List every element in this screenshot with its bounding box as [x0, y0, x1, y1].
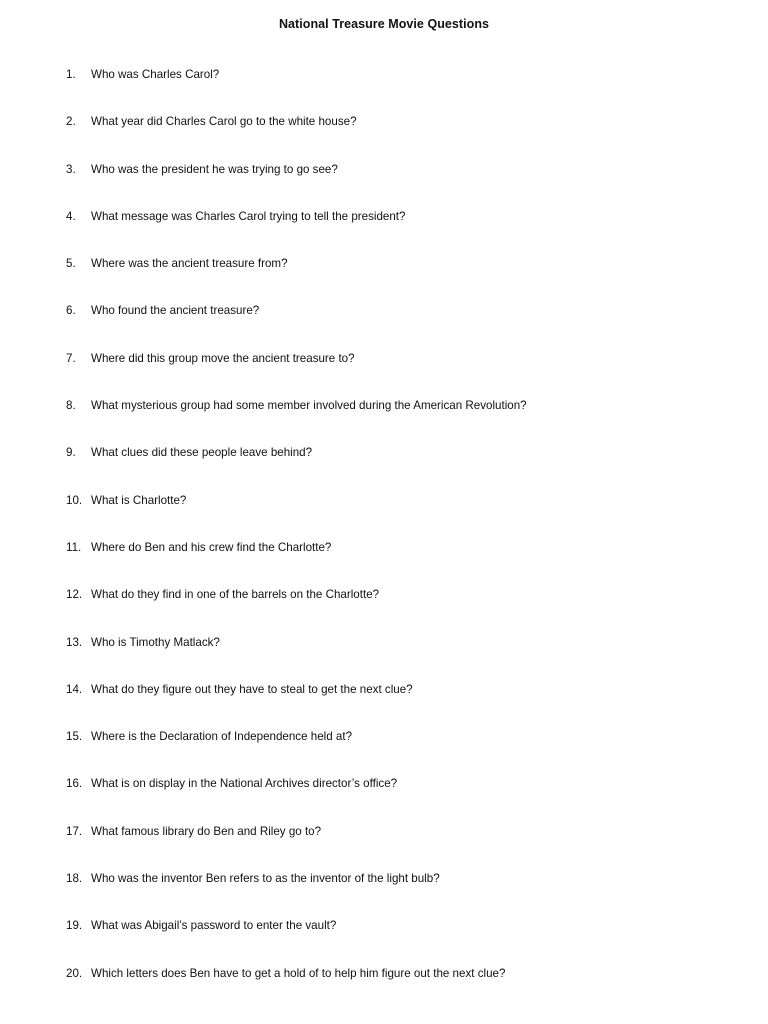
question-item [0, 729, 768, 776]
question-number: 15. [66, 730, 83, 744]
question-item [0, 635, 768, 682]
question-number: 1. [66, 68, 76, 81]
question-number: 19. [66, 919, 83, 933]
question-item [0, 209, 768, 256]
question-list [0, 67, 768, 1013]
question-item [0, 824, 768, 871]
question-item [0, 67, 768, 114]
question-text: Who is Timothy Matlack? [91, 635, 220, 649]
question-item [0, 966, 768, 1013]
question-item [0, 540, 768, 587]
question-text: What was Abigail’s password to enter the vault? [91, 919, 337, 933]
question-text: What is Charlotte? [91, 493, 187, 507]
question-item [0, 256, 768, 303]
question-item [0, 682, 768, 729]
question-item [0, 871, 768, 918]
question-item [0, 351, 768, 398]
question-text: What year did Charles Carol go to the white house? [91, 115, 357, 129]
question-text: Where was the ancient treasure from? [91, 257, 288, 271]
question-text: What message was Charles Carol trying to tell the president? [91, 209, 406, 223]
question-text: Who was the president he was trying to go see? [91, 162, 338, 176]
question-item [0, 918, 768, 965]
question-number: 11. [66, 540, 82, 554]
question-item [0, 493, 768, 540]
question-number: 18. [66, 872, 83, 886]
question-number: 20. [66, 966, 83, 980]
document-title: National Treasure Movie Questions [278, 17, 490, 31]
question-number: 5. [66, 257, 76, 271]
question-number: 10. [66, 493, 83, 507]
question-number: 3. [66, 162, 76, 176]
question-text: What mysterious group had some member involved during the American Revolution? [91, 399, 527, 413]
question-number: 2. [66, 115, 76, 129]
question-number: 17. [66, 824, 83, 838]
question-number: 8. [66, 399, 76, 413]
question-text: Who was the inventor Ben refers to as the inventor of the light bulb? [91, 872, 440, 886]
question-text: Who was Charles Carol? [91, 68, 220, 81]
question-text: Who found the ancient treasure? [91, 304, 260, 318]
question-text: What is on display in the National Archives director’s office? [91, 777, 398, 791]
question-number: 9. [66, 446, 76, 460]
question-item [0, 587, 768, 634]
question-text: What do they find in one of the barrels on the Charlotte? [91, 588, 380, 602]
question-text: Which letters does Ben have to get a hold of to help him figure out the next clue? [91, 966, 506, 980]
question-number: 7. [66, 351, 76, 365]
question-number: 13. [66, 635, 83, 649]
question-item [0, 776, 768, 823]
question-item [0, 398, 768, 445]
question-number: 12. [66, 588, 83, 602]
question-text: Where do Ben and his crew find the Charlotte? [91, 540, 332, 554]
question-text: Where is the Declaration of Independence held at? [91, 730, 353, 744]
question-item [0, 162, 768, 209]
question-item [0, 303, 768, 350]
question-number: 4. [66, 209, 76, 223]
question-text: What famous library do Ben and Riley go to? [91, 824, 322, 838]
question-text: What clues did these people leave behind? [91, 446, 313, 460]
question-text: What do they figure out they have to steal to get the next clue? [91, 682, 413, 696]
question-number: 6. [66, 304, 76, 318]
question-item [0, 445, 768, 492]
question-item [0, 114, 768, 161]
question-text: Where did this group move the ancient treasure to? [91, 351, 355, 365]
question-number: 14. [66, 682, 83, 696]
question-number: 16. [66, 777, 83, 791]
